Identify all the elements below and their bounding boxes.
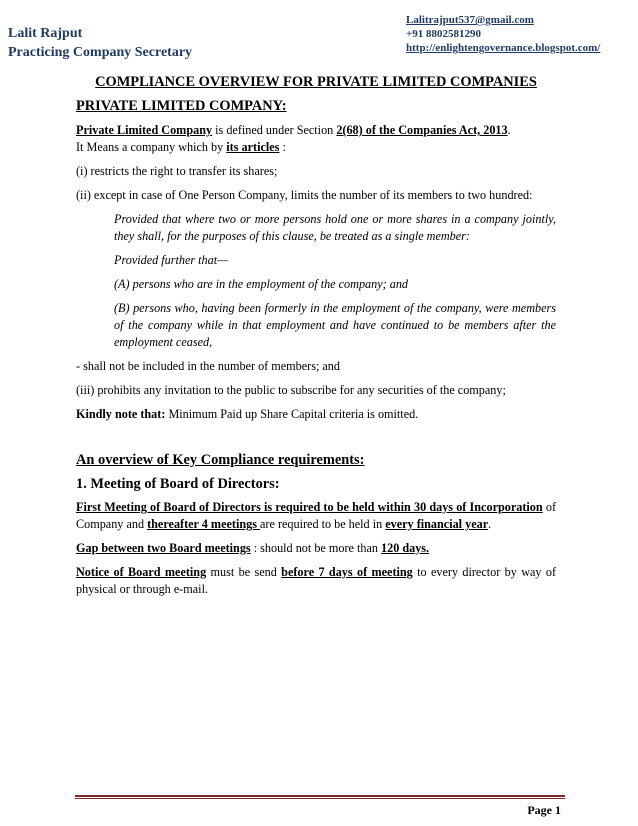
author-role: Practicing Company Secretary — [8, 45, 193, 60]
author-name: Lalit Rajput — [8, 26, 83, 41]
subheading-board-meeting: 1. Meeting of Board of Directors: — [76, 476, 280, 492]
proviso-a: (A) persons who are in the employment of the company; and — [114, 277, 409, 291]
every-fy-term: every financial year — [385, 517, 489, 531]
means-suffix: : — [279, 140, 286, 154]
contact-block — [406, 13, 600, 55]
notice-days: before 7 days of meeting — [281, 565, 413, 579]
document-body — [76, 74, 556, 605]
gap-paragraph — [76, 540, 556, 557]
note-text: Minimum Paid up Share Capital criteria is omitted. — [165, 407, 419, 421]
means-prefix: It Means a company which by — [76, 140, 227, 154]
author-block — [8, 24, 192, 62]
first-meeting-paragraph — [76, 499, 556, 533]
notice-paragraph — [76, 564, 556, 598]
gap-mid: : should not be more than — [250, 541, 381, 555]
email-link[interactable]: Lalitrajput537@gmail.com — [406, 14, 534, 26]
means-term: its articles — [226, 140, 280, 154]
note-paragraph — [76, 406, 556, 423]
website-link[interactable]: http://enlightengovernance.blogspot.com/ — [406, 42, 601, 54]
notice-mid: must be send — [206, 565, 282, 579]
footer-divider — [75, 795, 565, 797]
first-meeting-end: . — [488, 517, 492, 531]
definition-mid: is defined under Section — [212, 123, 337, 137]
note-label: Kindly note that: — [76, 407, 166, 421]
notice-end: to every director by way of physical or through e-mail. — [76, 565, 557, 596]
gap-label: Gap between two Board meetings — [76, 541, 251, 555]
clause-ii: (ii) except in case of One Person Company, limits the number of its members to two hundred: — [76, 188, 533, 202]
proviso-b: (B) persons who, having been formerly in the employment of the company, were members of the company while in that employment and have continued to be members after the employment ceased, — [114, 301, 556, 349]
definition-term: Private Limited Company — [76, 123, 213, 137]
footer-divider-thin — [75, 798, 565, 799]
definition-end: . — [507, 123, 511, 137]
page-number: Page 1 — [527, 803, 561, 817]
proviso-1: Provided that where two or more persons hold one or more shares in a company jointly, they shall, for the purposes of this clause, be treated as a single member: — [114, 212, 556, 243]
clause-i: (i) restricts the right to transfer its shares; — [76, 164, 278, 178]
definition-section: 2(68) of the Companies Act, 2013 — [336, 123, 508, 137]
notice-label: Notice of Board meeting — [76, 565, 207, 579]
thereafter-term: thereafter 4 meetings — [147, 517, 261, 531]
gap-value: 120 days. — [381, 541, 430, 555]
first-meeting-mid2: are required to be held in — [260, 517, 386, 531]
section-heading-private-company: PRIVATE LIMITED COMPANY: — [76, 98, 287, 114]
definition-paragraph — [76, 122, 556, 156]
shall-not-clause: - shall not be included in the number of members; and — [76, 359, 340, 373]
phone-number: +91 8802581290 — [406, 28, 482, 40]
first-meeting-term: First Meeting of Board of Directors is required to be held within 30 days of Incorporation — [76, 500, 543, 514]
first-meeting-mid: of Company and — [76, 500, 556, 531]
clause-iii: (iii) prohibits any invitation to the public to subscribe for any securities of the company; — [76, 383, 506, 397]
proviso-2: Provided further that— — [114, 253, 228, 267]
document-title: COMPLIANCE OVERVIEW FOR PRIVATE LIMITED COMPANIES — [95, 74, 537, 90]
spacer — [76, 430, 556, 452]
section-heading-compliance: An overview of Key Compliance requirements: — [76, 452, 365, 468]
